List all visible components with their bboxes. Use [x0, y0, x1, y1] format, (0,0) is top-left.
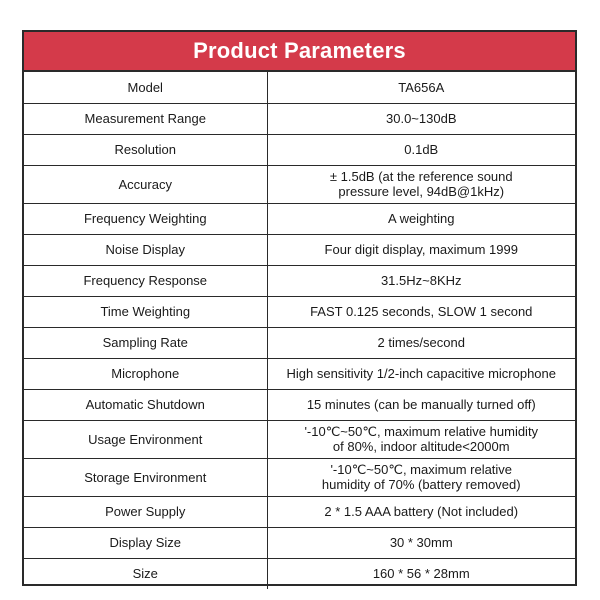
parameter-value-cell: ± 1.5dB (at the reference sound pressure level, 94dB@1kHz) [267, 165, 575, 203]
parameter-name-cell: Noise Display [24, 234, 267, 265]
parameters-table-frame [22, 30, 577, 586]
parameter-value-cell: 15 minutes (can be manually turned off) [267, 389, 575, 420]
table-row [24, 203, 575, 234]
parameter-value-cell: A weighting [267, 203, 575, 234]
parameter-value-cell: 2 * 1.5 AAA battery (Not included) [267, 496, 575, 527]
parameter-name-cell: Usage Environment [24, 420, 267, 458]
parameter-value-cell: 2 times/second [267, 327, 575, 358]
parameter-value-cell: High sensitivity 1/2-inch capacitive microphone [267, 358, 575, 389]
parameter-name-cell: Power Supply [24, 496, 267, 527]
parameter-name-cell: Accuracy [24, 165, 267, 203]
table-row [24, 134, 575, 165]
table-row [24, 527, 575, 558]
parameter-value-cell: 160 * 56 * 28mm [267, 558, 575, 589]
table-row [24, 265, 575, 296]
parameter-value-cell: 0.1dB [267, 134, 575, 165]
table-row [24, 103, 575, 134]
parameter-name-cell: Sampling Rate [24, 327, 267, 358]
parameter-name-cell: Time Weighting [24, 296, 267, 327]
table-row [24, 389, 575, 420]
parameter-name-cell: Frequency Response [24, 265, 267, 296]
table-row [24, 296, 575, 327]
table-row [24, 165, 575, 203]
parameter-value-cell: '-10℃~50℃, maximum relative humidity of 70% (battery removed) [267, 458, 575, 496]
table-row [24, 420, 575, 458]
parameter-value-cell: Four digit display, maximum 1999 [267, 234, 575, 265]
table-row [24, 558, 575, 589]
table-row [24, 496, 575, 527]
table-row [24, 234, 575, 265]
parameter-name-cell: Size [24, 558, 267, 589]
parameters-table-body [24, 72, 575, 589]
parameter-value-cell: FAST 0.125 seconds, SLOW 1 second [267, 296, 575, 327]
parameter-name-cell: Automatic Shutdown [24, 389, 267, 420]
parameter-value-cell: 30 * 30mm [267, 527, 575, 558]
parameter-value-cell: TA656A [267, 72, 575, 103]
table-row [24, 72, 575, 103]
parameter-name-cell: Frequency Weighting [24, 203, 267, 234]
parameter-value-cell: '-10℃~50℃, maximum relative humidity of 80%, indoor altitude<2000m [267, 420, 575, 458]
table-row [24, 358, 575, 389]
parameter-name-cell: Storage Environment [24, 458, 267, 496]
parameter-name-cell: Resolution [24, 134, 267, 165]
parameter-value-cell: 30.0~130dB [267, 103, 575, 134]
table-row [24, 327, 575, 358]
parameter-name-cell: Microphone [24, 358, 267, 389]
parameter-value-cell: 31.5Hz~8KHz [267, 265, 575, 296]
table-title: Product Parameters [24, 32, 575, 72]
parameter-name-cell: Measurement Range [24, 103, 267, 134]
parameter-name-cell: Display Size [24, 527, 267, 558]
parameter-name-cell: Model [24, 72, 267, 103]
table-row [24, 458, 575, 496]
parameters-table [24, 72, 575, 589]
